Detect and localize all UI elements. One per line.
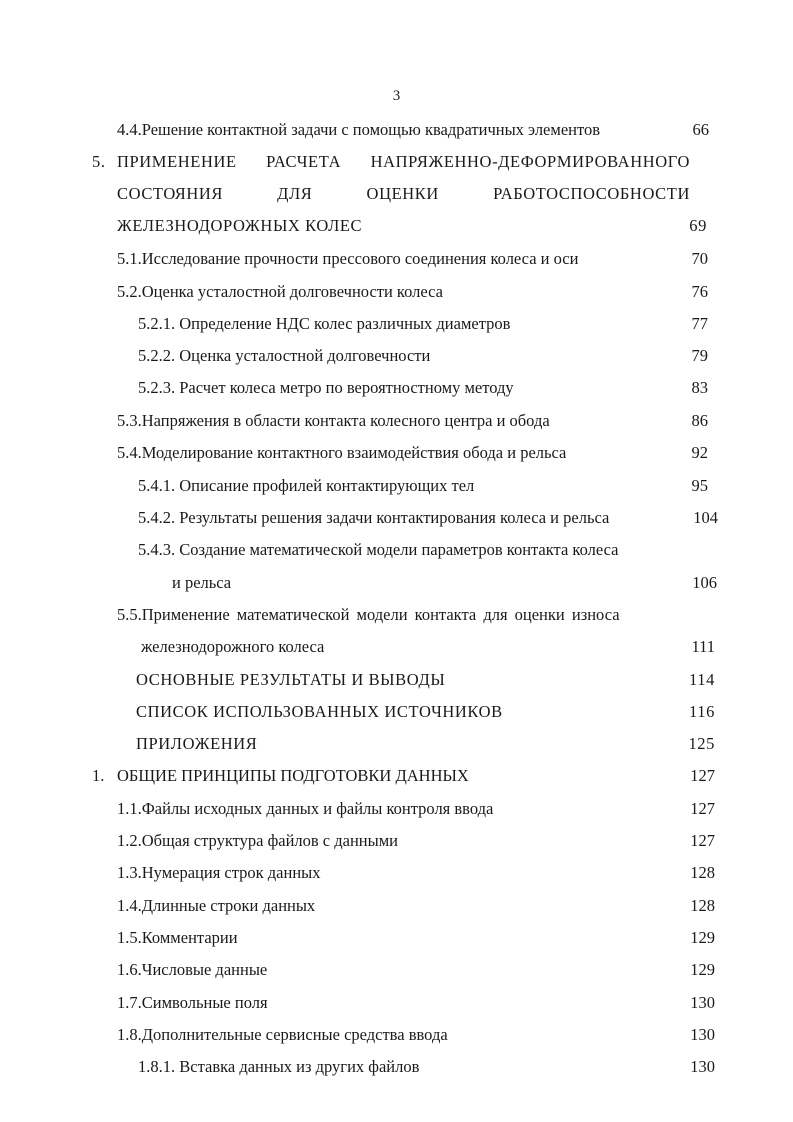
toc-entry-title: железнодорожного колеса xyxy=(141,637,325,656)
toc-entry-title: 1.2.Общая структура файлов с данными xyxy=(117,831,398,850)
toc-entry-page: 114 xyxy=(689,670,715,689)
toc-entry-continuation xyxy=(0,631,793,663)
toc-entry xyxy=(0,502,793,534)
toc-entry-title: 5.5.Применение математической модели контакта для оценки износа xyxy=(117,605,620,624)
toc-entry-title: 5.4.Моделирование контактного взаимодействия обода и рельса xyxy=(117,443,567,462)
toc-entry xyxy=(0,146,793,178)
toc-entry-page: 77 xyxy=(691,314,708,333)
toc-entry xyxy=(0,664,793,696)
toc-entry-page: 92 xyxy=(691,443,708,462)
toc-entry xyxy=(0,760,793,792)
toc-entry-page: 128 xyxy=(690,896,715,915)
toc-entry-title: 1.5.Комментарии xyxy=(117,928,238,947)
toc-entry xyxy=(0,437,793,469)
toc-title-word: РАСЧЕТА xyxy=(266,152,342,171)
toc-entry xyxy=(0,114,793,146)
toc-entry xyxy=(0,599,793,631)
toc-entry-title: 1.8.1. Вставка данных из других файлов xyxy=(138,1057,420,1076)
toc-entry xyxy=(0,1019,793,1051)
toc-entry-title xyxy=(117,178,690,210)
toc-entry-title: 4.4.Решение контактной задачи с помощью квадратичных элементов xyxy=(117,120,601,139)
toc-entry-page: 86 xyxy=(691,411,708,430)
toc-entry-continuation xyxy=(0,178,793,210)
toc-entry-title: ЖЕЛЕЗНОДОРОЖНЫХ КОЛЕС xyxy=(117,216,363,235)
toc-entry-continuation xyxy=(0,567,793,599)
toc-entry-title: ОБЩИЕ ПРИНЦИПЫ ПОДГОТОВКИ ДАННЫХ xyxy=(117,766,469,785)
toc-entry-page: 69 xyxy=(689,216,707,235)
toc-entry xyxy=(0,696,793,728)
toc-entry-page: 125 xyxy=(688,734,715,753)
toc-entry-title: 5.1.Исследование прочности прессового соединения колеса и оси xyxy=(117,249,579,268)
toc-entry xyxy=(0,890,793,922)
toc-entry-title: СПИСОК ИСПОЛЬЗОВАННЫХ ИСТОЧНИКОВ xyxy=(136,702,503,721)
toc-entry-title: 5.4.1. Описание профилей контактирующих тел xyxy=(138,476,475,495)
toc-entry xyxy=(0,987,793,1019)
toc-entry-title: 1.6.Числовые данные xyxy=(117,960,268,979)
toc-entry-page: 104 xyxy=(693,508,718,527)
toc-entry xyxy=(0,534,793,566)
toc-entry-page: 70 xyxy=(691,249,708,268)
toc-entry-title: 5.2.Оценка усталостной долговечности колеса xyxy=(117,282,443,301)
toc-entry-title: 1.7.Символьные поля xyxy=(117,993,268,1012)
toc-entry xyxy=(0,922,793,954)
toc-entry-page: 130 xyxy=(690,1057,715,1076)
toc-entry-title: и рельса xyxy=(172,573,232,592)
toc-entry-page: 127 xyxy=(690,766,715,785)
toc-entry-page: 130 xyxy=(690,993,715,1012)
toc-entry xyxy=(0,340,793,372)
toc-entry-page: 128 xyxy=(690,863,715,882)
toc-entry xyxy=(0,243,793,275)
toc-entry xyxy=(0,1051,793,1083)
toc-title-word: ДЛЯ xyxy=(277,184,313,203)
toc-entry-page: 130 xyxy=(690,1025,715,1044)
toc-entry xyxy=(0,276,793,308)
toc-entry-page: 129 xyxy=(690,960,715,979)
toc-entry xyxy=(0,728,793,760)
toc-entry-title: 5.3.Напряжения в области контакта колесного центра и обода xyxy=(117,411,550,430)
toc-title-word: СОСТОЯНИЯ xyxy=(117,184,223,203)
toc-entry-title: ПРИЛОЖЕНИЯ xyxy=(136,734,258,753)
toc-entry-title xyxy=(117,146,690,178)
toc-entry-title: 1.3.Нумерация строк данных xyxy=(117,863,321,882)
toc-title-word: ОЦЕНКИ xyxy=(366,184,439,203)
toc-entry-title: 5.2.1. Определение НДС колес различных диаметров xyxy=(138,314,511,333)
toc-entry-page: 79 xyxy=(691,346,708,365)
toc-entry-title: 1.8.Дополнительные сервисные средства ввода xyxy=(117,1025,448,1044)
toc-entry-title: 1.4.Длинные строки данных xyxy=(117,896,316,915)
toc-entry-number: 5. xyxy=(92,152,106,171)
toc-entry xyxy=(0,954,793,986)
toc-entry xyxy=(0,405,793,437)
toc-title-word: ПРИМЕНЕНИЕ xyxy=(117,152,237,171)
toc-title-word: РАБОТОСПОСОБНОСТИ xyxy=(493,184,690,203)
toc-entry-page: 111 xyxy=(691,637,715,656)
toc-entry xyxy=(0,793,793,825)
toc-title-word: НАПРЯЖЕННО-ДЕФОРМИРОВАННОГО xyxy=(370,152,690,171)
toc-entry-page: 127 xyxy=(690,831,715,850)
toc-entry-page: 83 xyxy=(691,378,708,397)
toc-entry xyxy=(0,825,793,857)
toc-entry-page: 76 xyxy=(691,282,708,301)
page-number: 3 xyxy=(392,88,401,104)
toc-entry-page: 95 xyxy=(691,476,708,495)
toc-entry-page: 127 xyxy=(690,799,715,818)
toc-entry xyxy=(0,857,793,889)
toc-entry-page: 129 xyxy=(690,928,715,947)
toc-entry-title: 5.2.2. Оценка усталостной долговечности xyxy=(138,346,431,365)
toc-entry-title: 5.2.3. Расчет колеса метро по вероятностному методу xyxy=(138,378,514,397)
toc-entry-page: 66 xyxy=(692,120,709,139)
toc-entry-title: ОСНОВНЫЕ РЕЗУЛЬТАТЫ И ВЫВОДЫ xyxy=(136,670,446,689)
toc-entry xyxy=(0,470,793,502)
toc-entry xyxy=(0,308,793,340)
toc-entry-number: 1. xyxy=(92,766,105,785)
toc-entry-page: 116 xyxy=(689,702,715,721)
toc-entry-page: 106 xyxy=(692,573,717,592)
toc-entry-title: 5.4.3. Создание математической модели параметров контакта колеса xyxy=(138,540,619,559)
toc-entry-title: 5.4.2. Результаты решения задачи контактирования колеса и рельса xyxy=(138,508,610,527)
toc-entry xyxy=(0,372,793,404)
toc-entry-title: 1.1.Файлы исходных данных и файлы контроля ввода xyxy=(117,799,494,818)
toc-entry-continuation xyxy=(0,210,793,242)
